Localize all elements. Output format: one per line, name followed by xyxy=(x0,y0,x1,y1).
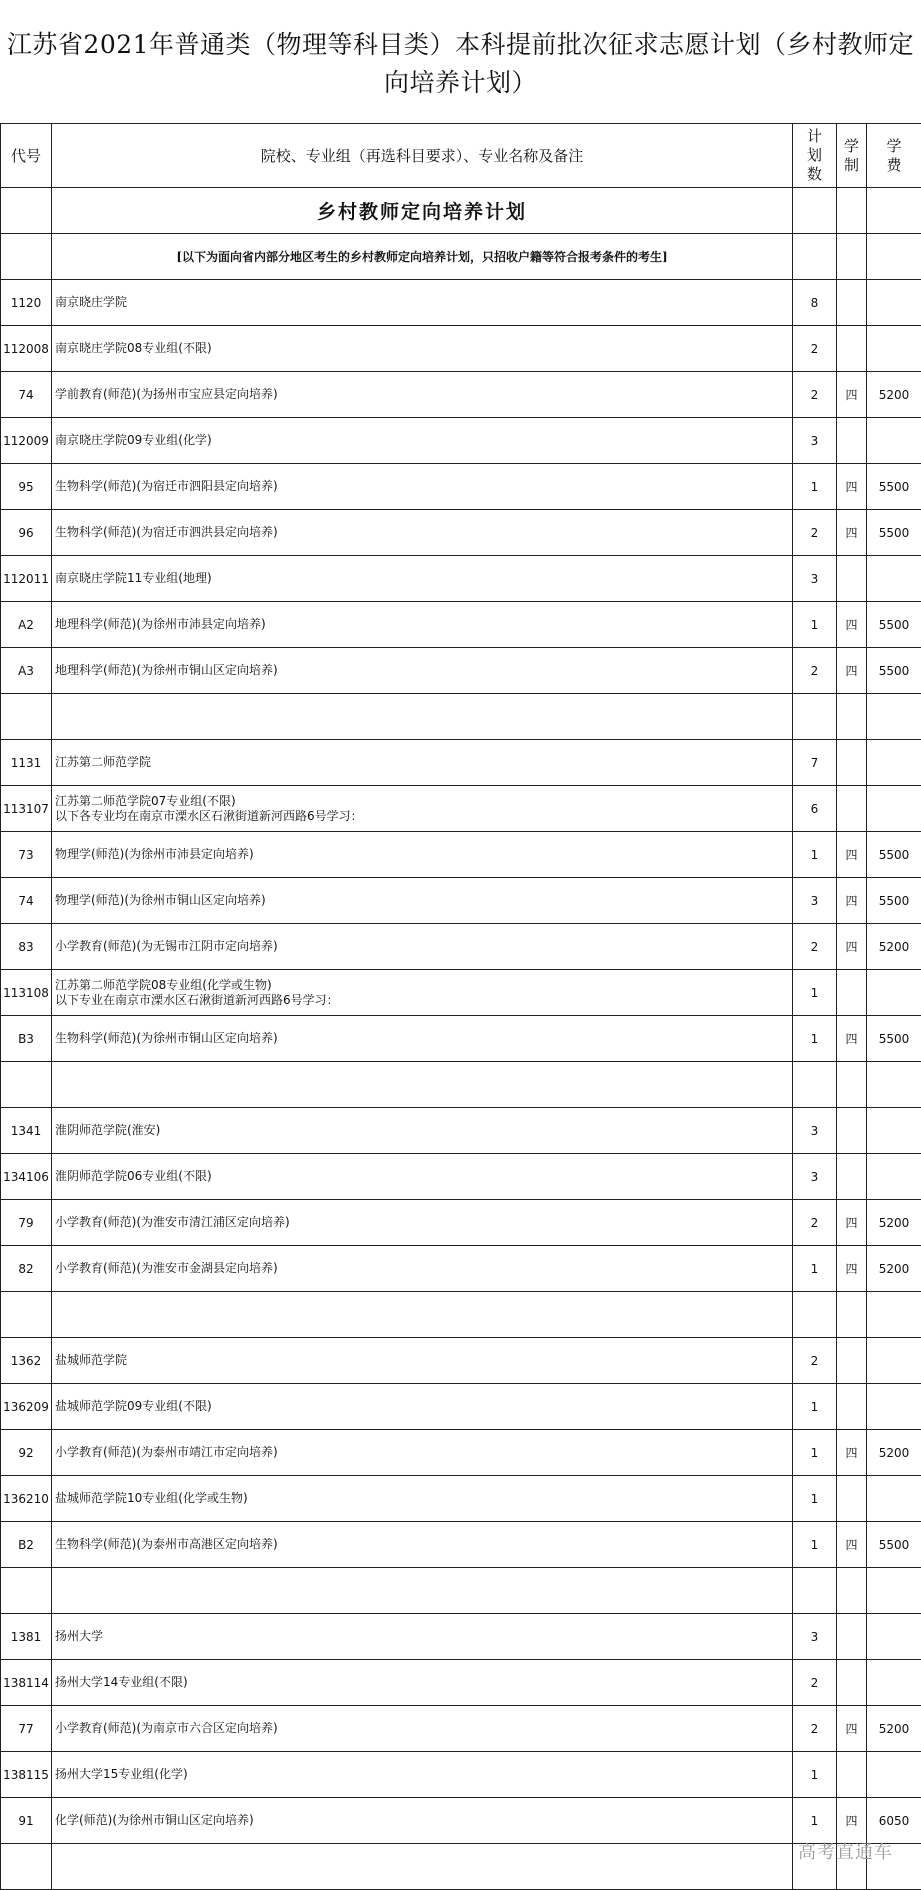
cell-fee xyxy=(867,740,921,786)
cell-fee xyxy=(867,1338,921,1384)
table-row xyxy=(1,878,921,924)
table-row xyxy=(1,464,921,510)
table-row xyxy=(1,510,921,556)
cell-name: 小学教育(师范)(为淮安市金湖县定向培养) xyxy=(52,1246,793,1292)
cell-fee: 5200 xyxy=(867,924,921,970)
cell-fee: 5500 xyxy=(867,602,921,648)
cell-name xyxy=(52,970,793,1016)
header-code: 代号 xyxy=(1,124,52,188)
cell-xuezhi xyxy=(837,970,867,1016)
cell-name: 物理学(师范)(为徐州市沛县定向培养) xyxy=(52,832,793,878)
cell-xuezhi xyxy=(837,786,867,832)
cell-xuezhi xyxy=(837,1108,867,1154)
banner-row xyxy=(1,188,921,234)
cell-xuezhi xyxy=(837,1292,867,1338)
cell-xuezhi xyxy=(837,418,867,464)
cell-fee: 5500 xyxy=(867,878,921,924)
cell-name: 小学教育(师范)(为无锡市江阴市定向培养) xyxy=(52,924,793,970)
table-row xyxy=(1,1246,921,1292)
cell-name: 盐城师范学院09专业组(不限) xyxy=(52,1384,793,1430)
cell-plan xyxy=(793,1568,837,1614)
cell-name: 生物科学(师范)(为泰州市高港区定向培养) xyxy=(52,1522,793,1568)
cell-code: 74 xyxy=(1,878,52,924)
cell-plan xyxy=(793,1292,837,1338)
table-row xyxy=(1,1338,921,1384)
table-row xyxy=(1,1016,921,1062)
cell-name: 小学教育(师范)(为泰州市靖江市定向培养) xyxy=(52,1430,793,1476)
cell-code: 96 xyxy=(1,510,52,556)
cell-name: 扬州大学14专业组(不限) xyxy=(52,1660,793,1706)
cell-plan: 1 xyxy=(793,1016,837,1062)
table-row xyxy=(1,740,921,786)
table-row xyxy=(1,1476,921,1522)
cell-fee: 5200 xyxy=(867,1200,921,1246)
cell-xuezhi xyxy=(837,1752,867,1798)
cell-code: 136209 xyxy=(1,1384,52,1430)
table-row xyxy=(1,924,921,970)
table-row xyxy=(1,1292,921,1338)
cell-code: 74 xyxy=(1,372,52,418)
cell-code: 136210 xyxy=(1,1476,52,1522)
table-row xyxy=(1,326,921,372)
cell-fee xyxy=(867,1752,921,1798)
cell-fee: 5500 xyxy=(867,832,921,878)
cell-fee xyxy=(867,556,921,602)
table-row xyxy=(1,1752,921,1798)
header-xuezhi: 学 制 xyxy=(837,124,867,188)
cell-xuezhi: 四 xyxy=(837,1706,867,1752)
table-row xyxy=(1,786,921,832)
cell-plan: 6 xyxy=(793,786,837,832)
table-row xyxy=(1,418,921,464)
cell-xuezhi xyxy=(837,1062,867,1108)
cell-plan: 1 xyxy=(793,1384,837,1430)
cell-fee xyxy=(867,1108,921,1154)
table-row xyxy=(1,1568,921,1614)
cell-plan: 3 xyxy=(793,1614,837,1660)
note-row xyxy=(1,234,921,280)
banner-title: 乡村教师定向培养计划 xyxy=(52,188,793,234)
cell-name: 化学(师范)(为徐州市铜山区定向培养) xyxy=(52,1798,793,1844)
cell-code: B2 xyxy=(1,1522,52,1568)
cell-code: 92 xyxy=(1,1430,52,1476)
cell-plan: 1 xyxy=(793,1430,837,1476)
cell-fee xyxy=(867,1062,921,1108)
cell-fee: 5500 xyxy=(867,510,921,556)
cell-plan: 1 xyxy=(793,1798,837,1844)
cell-xuezhi xyxy=(837,1614,867,1660)
table-row xyxy=(1,648,921,694)
cell-fee xyxy=(867,1384,921,1430)
cell-plan: 3 xyxy=(793,418,837,464)
cell-plan: 3 xyxy=(793,556,837,602)
cell-plan: 1 xyxy=(793,1476,837,1522)
cell-code: 112008 xyxy=(1,326,52,372)
cell-code: 138115 xyxy=(1,1752,52,1798)
cell-xuezhi: 四 xyxy=(837,924,867,970)
cell-code: 113107 xyxy=(1,786,52,832)
cell-code: 138114 xyxy=(1,1660,52,1706)
cell-name-line: 江苏第二师范学院07专业组(不限) xyxy=(55,794,792,809)
cell-name: 物理学(师范)(为徐州市铜山区定向培养) xyxy=(52,878,793,924)
cell-plan: 3 xyxy=(793,1154,837,1200)
cell-name xyxy=(52,1292,793,1338)
cell-plan: 2 xyxy=(793,326,837,372)
cell-code xyxy=(1,1568,52,1614)
cell-xuezhi: 四 xyxy=(837,832,867,878)
cell-plan: 8 xyxy=(793,280,837,326)
table-row xyxy=(1,1062,921,1108)
cell-name: 扬州大学 xyxy=(52,1614,793,1660)
header-name: 院校、专业组（再选科目要求）、专业名称及备注 xyxy=(52,124,793,188)
cell-xuezhi xyxy=(837,1568,867,1614)
cell-fee xyxy=(867,970,921,1016)
cell-name: 南京晓庄学院 xyxy=(52,280,793,326)
cell-name: 淮阴师范学院(淮安) xyxy=(52,1108,793,1154)
cell-fee: 5500 xyxy=(867,1522,921,1568)
cell-xuezhi xyxy=(837,326,867,372)
cell-fee xyxy=(867,326,921,372)
cell-code: 73 xyxy=(1,832,52,878)
cell-name-subline: 以下专业在南京市溧水区石湫街道新河西路6号学习： xyxy=(55,993,792,1008)
note-text: [以下为面向省内部分地区考生的乡村教师定向培养计划，只招收户籍等符合报考条件的考生] xyxy=(52,234,793,280)
cell-fee xyxy=(867,1660,921,1706)
cell-code: A3 xyxy=(1,648,52,694)
table-row xyxy=(1,970,921,1016)
cell-fee xyxy=(867,1154,921,1200)
cell-code: 83 xyxy=(1,924,52,970)
cell-name: 地理科学(师范)(为徐州市铜山区定向培养) xyxy=(52,648,793,694)
cell-xuezhi: 四 xyxy=(837,648,867,694)
cell-name: 南京晓庄学院09专业组(化学) xyxy=(52,418,793,464)
table-row xyxy=(1,1154,921,1200)
cell-name xyxy=(52,1844,793,1890)
cell-xuezhi xyxy=(837,1384,867,1430)
cell-xuezhi xyxy=(837,740,867,786)
cell-fee xyxy=(867,694,921,740)
cell-xuezhi xyxy=(837,694,867,740)
cell-code: 1381 xyxy=(1,1614,52,1660)
cell-code xyxy=(1,1062,52,1108)
table-row xyxy=(1,832,921,878)
cell-xuezhi: 四 xyxy=(837,1016,867,1062)
cell-name: 生物科学(师范)(为徐州市铜山区定向培养) xyxy=(52,1016,793,1062)
cell-name xyxy=(52,786,793,832)
cell-plan xyxy=(793,1062,837,1108)
table-row xyxy=(1,1522,921,1568)
cell-code: 113108 xyxy=(1,970,52,1016)
table-row xyxy=(1,1844,921,1890)
cell-name: 扬州大学15专业组(化学) xyxy=(52,1752,793,1798)
cell-fee xyxy=(867,1476,921,1522)
cell-name-subline: 以下各专业均在南京市溧水区石湫街道新河西路6号学习： xyxy=(55,809,792,824)
table-row xyxy=(1,1706,921,1752)
cell-plan: 1 xyxy=(793,1246,837,1292)
cell-code: A2 xyxy=(1,602,52,648)
table-row xyxy=(1,1614,921,1660)
cell-code: 112009 xyxy=(1,418,52,464)
table-row xyxy=(1,280,921,326)
cell-plan: 1 xyxy=(793,1752,837,1798)
cell-name: 盐城师范学院 xyxy=(52,1338,793,1384)
cell-plan: 2 xyxy=(793,924,837,970)
table-row xyxy=(1,372,921,418)
cell-plan: 1 xyxy=(793,602,837,648)
plan-table xyxy=(0,123,921,1890)
cell-code: 1120 xyxy=(1,280,52,326)
cell-plan: 3 xyxy=(793,1108,837,1154)
cell-fee xyxy=(867,1568,921,1614)
table-row xyxy=(1,602,921,648)
cell-name: 南京晓庄学院11专业组(地理) xyxy=(52,556,793,602)
cell-code: 77 xyxy=(1,1706,52,1752)
cell-fee: 5200 xyxy=(867,1706,921,1752)
cell-plan: 2 xyxy=(793,1338,837,1384)
table-row xyxy=(1,1798,921,1844)
cell-code: 1362 xyxy=(1,1338,52,1384)
cell-code: B3 xyxy=(1,1016,52,1062)
cell-fee xyxy=(867,786,921,832)
cell-name: 地理科学(师范)(为徐州市沛县定向培养) xyxy=(52,602,793,648)
cell-plan: 2 xyxy=(793,1706,837,1752)
cell-code: 1131 xyxy=(1,740,52,786)
cell-plan: 7 xyxy=(793,740,837,786)
cell-plan xyxy=(793,694,837,740)
cell-plan: 2 xyxy=(793,1200,837,1246)
cell-xuezhi xyxy=(837,1338,867,1384)
watermark-text: 高考直通车 xyxy=(798,1838,893,1864)
table-row xyxy=(1,1200,921,1246)
table-row xyxy=(1,1108,921,1154)
cell-code xyxy=(1,1844,52,1890)
cell-plan: 2 xyxy=(793,648,837,694)
cell-plan: 1 xyxy=(793,1522,837,1568)
cell-xuezhi: 四 xyxy=(837,1430,867,1476)
table-row xyxy=(1,1430,921,1476)
cell-code: 95 xyxy=(1,464,52,510)
cell-xuezhi: 四 xyxy=(837,1246,867,1292)
cell-xuezhi: 四 xyxy=(837,602,867,648)
cell-code: 1341 xyxy=(1,1108,52,1154)
cell-plan: 1 xyxy=(793,970,837,1016)
cell-xuezhi: 四 xyxy=(837,878,867,924)
cell-code: 91 xyxy=(1,1798,52,1844)
table-row xyxy=(1,556,921,602)
cell-fee: 5500 xyxy=(867,464,921,510)
cell-name: 南京晓庄学院08专业组(不限) xyxy=(52,326,793,372)
cell-xuezhi: 四 xyxy=(837,1798,867,1844)
cell-name: 小学教育(师范)(为淮安市清江浦区定向培养) xyxy=(52,1200,793,1246)
cell-name: 江苏第二师范学院 xyxy=(52,740,793,786)
cell-xuezhi: 四 xyxy=(837,1522,867,1568)
cell-name: 小学教育(师范)(为南京市六合区定向培养) xyxy=(52,1706,793,1752)
cell-code: 134106 xyxy=(1,1154,52,1200)
cell-name: 生物科学(师范)(为宿迁市泗阳县定向培养) xyxy=(52,464,793,510)
cell-name-line: 江苏第二师范学院08专业组(化学或生物) xyxy=(55,978,792,993)
cell-xuezhi xyxy=(837,556,867,602)
cell-xuezhi: 四 xyxy=(837,464,867,510)
cell-xuezhi xyxy=(837,1476,867,1522)
cell-name: 生物科学(师范)(为宿迁市泗洪县定向培养) xyxy=(52,510,793,556)
cell-fee: 5500 xyxy=(867,648,921,694)
cell-plan: 2 xyxy=(793,372,837,418)
table-row xyxy=(1,694,921,740)
cell-code xyxy=(1,694,52,740)
cell-fee xyxy=(867,418,921,464)
cell-code: 79 xyxy=(1,1200,52,1246)
table-row xyxy=(1,1384,921,1430)
cell-fee xyxy=(867,1292,921,1338)
cell-fee xyxy=(867,1614,921,1660)
cell-plan: 2 xyxy=(793,510,837,556)
cell-fee: 6050 xyxy=(867,1798,921,1844)
cell-code: 112011 xyxy=(1,556,52,602)
cell-name: 学前教育(师范)(为扬州市宝应县定向培养) xyxy=(52,372,793,418)
cell-fee: 5200 xyxy=(867,372,921,418)
cell-code xyxy=(1,1292,52,1338)
cell-fee: 5200 xyxy=(867,1246,921,1292)
cell-xuezhi xyxy=(837,280,867,326)
cell-fee xyxy=(867,280,921,326)
header-plan: 计 划 数 xyxy=(793,124,837,188)
cell-plan: 2 xyxy=(793,1660,837,1706)
table-header-row xyxy=(1,124,921,188)
cell-plan: 1 xyxy=(793,832,837,878)
cell-fee: 5200 xyxy=(867,1430,921,1476)
cell-plan: 3 xyxy=(793,878,837,924)
cell-xuezhi xyxy=(837,1660,867,1706)
cell-xuezhi: 四 xyxy=(837,372,867,418)
cell-name xyxy=(52,694,793,740)
page-title: 江苏省2021年普通类（物理等科目类）本科提前批次征求志愿计划（乡村教师定向培养计划） xyxy=(0,26,921,102)
cell-xuezhi xyxy=(837,1154,867,1200)
header-fee: 学 费 xyxy=(867,124,921,188)
cell-xuezhi: 四 xyxy=(837,510,867,556)
cell-name: 盐城师范学院10专业组(化学或生物) xyxy=(52,1476,793,1522)
table-row xyxy=(1,1660,921,1706)
cell-code: 82 xyxy=(1,1246,52,1292)
cell-name: 淮阴师范学院06专业组(不限) xyxy=(52,1154,793,1200)
cell-plan: 1 xyxy=(793,464,837,510)
cell-xuezhi: 四 xyxy=(837,1200,867,1246)
cell-name xyxy=(52,1568,793,1614)
cell-name xyxy=(52,1062,793,1108)
cell-fee: 5500 xyxy=(867,1016,921,1062)
